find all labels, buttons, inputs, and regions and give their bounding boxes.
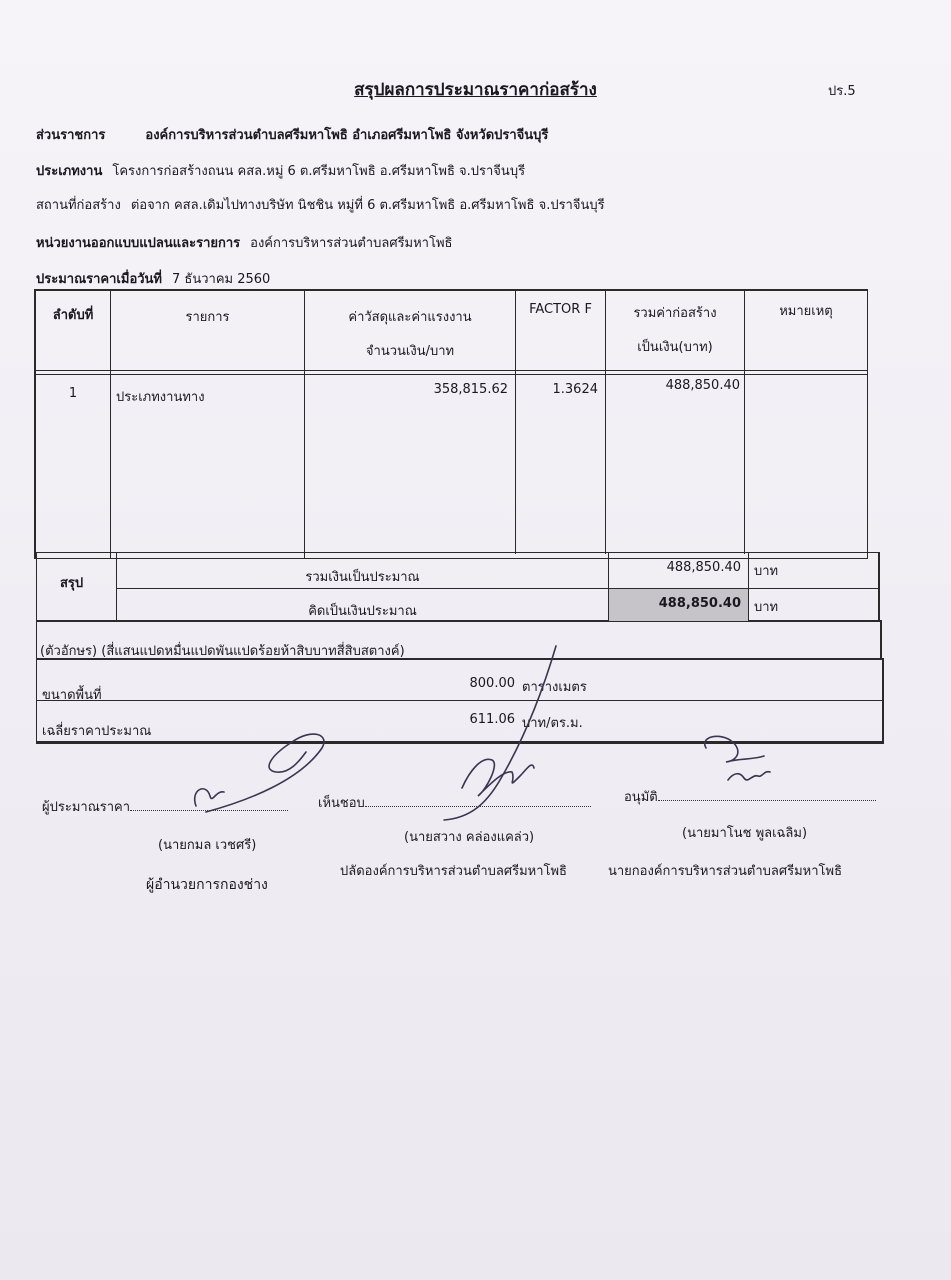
document-title: สรุปผลการประมาณราคาก่อสร้าง xyxy=(354,80,597,100)
header-total-line1: รวมค่าก่อสร้าง xyxy=(633,306,717,321)
header-cost-line2: จำนวนเงิน/บาท xyxy=(365,344,455,359)
row-no: 1 xyxy=(68,386,78,401)
row-cost: 358,815.62 xyxy=(433,382,508,397)
area-value: 800.00 xyxy=(469,676,515,691)
header-factor: FACTOR F xyxy=(529,302,592,317)
sum-unit: บาท xyxy=(754,564,779,579)
date-label: ประมาณราคาเมื่อวันที่ xyxy=(36,272,163,287)
agree-signature-stroke xyxy=(462,759,534,796)
estimator-signature-stroke xyxy=(195,789,224,806)
estimator-label: ผู้ประมาณราคา xyxy=(42,800,131,815)
header-total-line2: เป็นเงิน(บาท) xyxy=(637,340,713,355)
round-unit: บาท xyxy=(754,600,779,615)
agency-value: องค์การบริหารส่วนตำบลศรีมหาโพธิ อำเภอศรีมหาโพธิ จังหวัดปราจีนบุรี xyxy=(145,128,549,143)
agree-title: ปลัดองค์การบริหารส่วนตำบลศรีมหาโพธิ xyxy=(340,864,567,879)
header-cost-line1: ค่าวัสดุและค่าแรงงาน xyxy=(348,310,472,325)
amount-in-words: (ตัวอักษร) (สี่แสนแปดหมื่นแปดพันแปดร้อยห้าสิบบาทสี่สิบสตางค์) xyxy=(40,644,405,659)
row-factor: 1.3624 xyxy=(552,382,598,397)
estimator-name: (นายกมล เวชศรี) xyxy=(158,838,257,853)
approve-label: อนุมัติ xyxy=(624,790,658,805)
form-code: ปร.5 xyxy=(828,84,856,99)
work-type-value: โครงการก่อสร้างถนน คสล.หมู่ 6 ต.ศรีมหาโพธิ อ.ศรีมหาโพธิ จ.ปราจีนบุรี xyxy=(112,164,526,179)
avg-value: 611.06 xyxy=(469,712,515,727)
site-label: สถานที่ก่อสร้าง xyxy=(36,198,121,213)
header-item: รายการ xyxy=(185,310,230,325)
area-unit: ตารางเมตร xyxy=(522,680,587,695)
estimator-signature-stroke xyxy=(206,734,324,812)
estimator-title: ผู้อำนวยการกองช่าง xyxy=(146,877,268,893)
date-value: 7 ธันวาคม 2560 xyxy=(172,272,271,287)
designer-label: หน่วยงานออกแบบแปลนและรายการ xyxy=(36,236,241,251)
agree-label: เห็นชอบ xyxy=(318,796,365,811)
sum-label: รวมเงินเป็นประมาณ xyxy=(305,570,420,585)
approve-signature-stroke xyxy=(728,772,770,780)
work-type-label: ประเภทงาน xyxy=(36,164,103,179)
area-label: ขนาดพื้นที่ xyxy=(42,688,102,703)
header-no: ลำดับที่ xyxy=(52,308,94,323)
approve-title: นายกองค์การบริหารส่วนตำบลศรีมหาโพธิ xyxy=(608,864,843,879)
designer-value: องค์การบริหารส่วนตำบลศรีมหาโพธิ xyxy=(250,236,453,251)
avg-label: เฉลี่ยราคาประมาณ xyxy=(42,724,152,739)
header-remark: หมายเหตุ xyxy=(779,304,833,319)
site-value: ต่อจาก คสล.เดิมไปทางบริษัท นิชชิน หมู่ที่ 6 ต.ศรีมหาโพธิ อ.ศรีมหาโพธิ จ.ปราจีนบุรี xyxy=(130,198,605,213)
round-label: คิดเป็นเงินประมาณ xyxy=(308,604,417,619)
round-value: 488,850.40 xyxy=(658,596,741,611)
approve-name: (นายมาโนช พูลเฉลิม) xyxy=(682,826,808,841)
avg-unit: บาท/ตร.ม. xyxy=(522,716,583,731)
sum-value: 488,850.40 xyxy=(666,560,741,575)
agree-signature-stroke xyxy=(444,646,556,820)
row-item: ประเภทงานทาง xyxy=(116,390,205,405)
agency-label: ส่วนราชการ xyxy=(36,128,106,143)
summary-label: สรุป xyxy=(60,576,84,591)
approve-signature-stroke xyxy=(705,736,764,762)
row-total: 488,850.40 xyxy=(665,378,740,393)
agree-name: (นายสวาง คล่องแคล่ว) xyxy=(404,830,535,845)
